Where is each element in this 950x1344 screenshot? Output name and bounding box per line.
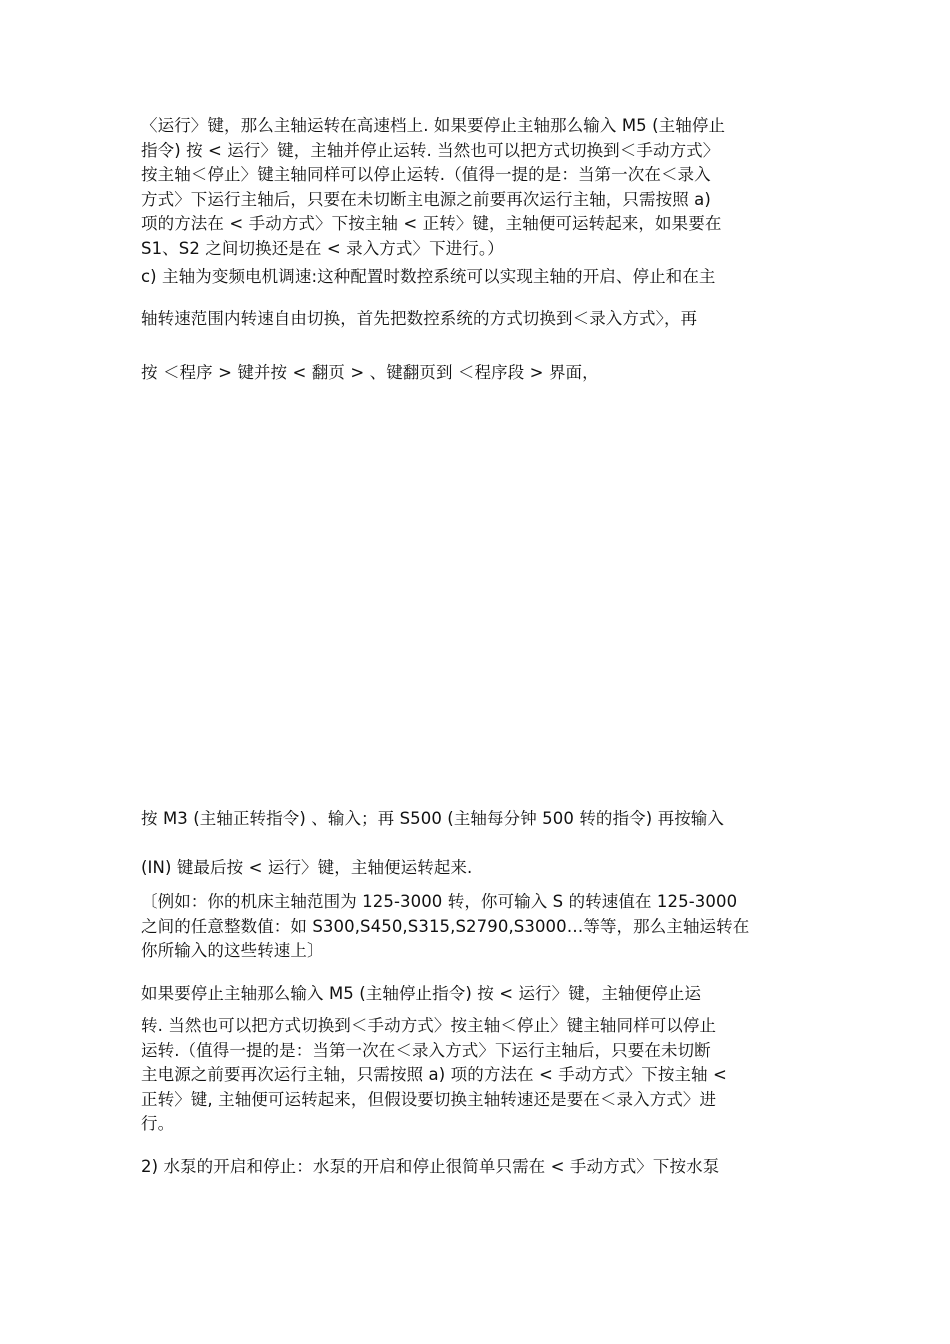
text-line: 按 M3 (主轴正转指令) 、输入；再 S500 (主轴每分钟 500 转的指令) 再按输入 [141, 809, 725, 828]
text-line: 轴转速范围内转速自由切换，首先把数控系统的方式切换到＜录入方式〉，再 [141, 309, 698, 328]
text-line: 行。 [141, 1114, 175, 1133]
text-line: 指令) 按 < 运行〉键，主轴并停止运转. 当然也可以把方式切换到＜手动方式〉 [141, 140, 720, 160]
text-line: 之间的任意整数值：如 S300,S450,S315,S2790,S3000…等等，那么主轴运转在 [141, 916, 750, 936]
text-line: c) 主轴为变频电机调速:这种配置时数控系统可以实现主轴的开启、停止和在主 [141, 267, 716, 286]
text-line: 如果要停止主轴那么输入 M5 (主轴停止指令) 按 < 运行〉键，主轴便停止运 [141, 984, 702, 1003]
text-line: 正转〉键, 主轴便可运转起来，但假设要切换主轴转速还是要在＜录入方式〉进 [141, 1089, 717, 1109]
paragraph-in-key [141, 856, 809, 881]
text-line: 运转.（值得一提的是：当第一次在＜录入方式〉下运行主轴后，只要在未切断 [141, 1040, 711, 1060]
paragraph-section-c-continued [141, 307, 809, 332]
text-line: 按主轴＜停止〉键主轴同样可以停止运转.（值得一提的是：当第一次在＜录入 [141, 165, 711, 184]
text-line: S1、S2 之间切换还是在 < 录入方式〉下进行。） [141, 238, 504, 258]
paragraph-water-pump [141, 1155, 809, 1180]
paragraph-program-key [141, 361, 809, 386]
text-line: 项的方法在 < 手动方式〉下按主轴 < 正转〉键，主轴便可运转起来，如果要在 [141, 214, 722, 233]
text-line: 你所输入的这些转速上〕 [141, 941, 324, 960]
text-line: 2) 水泵的开启和停止：水泵的开启和停止很简单只需在 < 手动方式〉下按水泵 [141, 1157, 720, 1176]
paragraph-stop-spindle [141, 982, 809, 1007]
paragraph-example [141, 890, 809, 964]
paragraph-section-c-heading [141, 265, 809, 290]
paragraph-manual-mode [141, 1014, 809, 1137]
text-line: (IN) 键最后按 < 运行〉键，主轴便运转起来. [141, 858, 473, 877]
paragraph-m3-input [141, 807, 809, 832]
text-line: 〔例如：你的机床主轴范围为 125-3000 转，你可输入 S 的转速值在 125-3000 [141, 892, 738, 911]
paragraph-spindle-stop-high-speed [141, 114, 809, 261]
text-line: 转. 当然也可以把方式切换到＜手动方式〉按主轴＜停止〉键主轴同样可以停止 [141, 1016, 717, 1035]
text-line: 按 ＜程序 > 键并按 < 翻页 > 、键翻页到 ＜程序段 > 界面， [141, 363, 599, 382]
text-line: 方式〉下运行主轴后，只要在未切断主电源之前要再次运行主轴，只需按照 a) [141, 189, 711, 209]
text-line: 主电源之前要再次运行主轴，只需按照 a) 项的方法在 < 手动方式〉下按主轴 < [141, 1065, 727, 1084]
text-line: 〈运行〉键，那么主轴运转在高速档上. 如果要停止主轴那么输入 M5 (主轴停止 [141, 116, 726, 135]
